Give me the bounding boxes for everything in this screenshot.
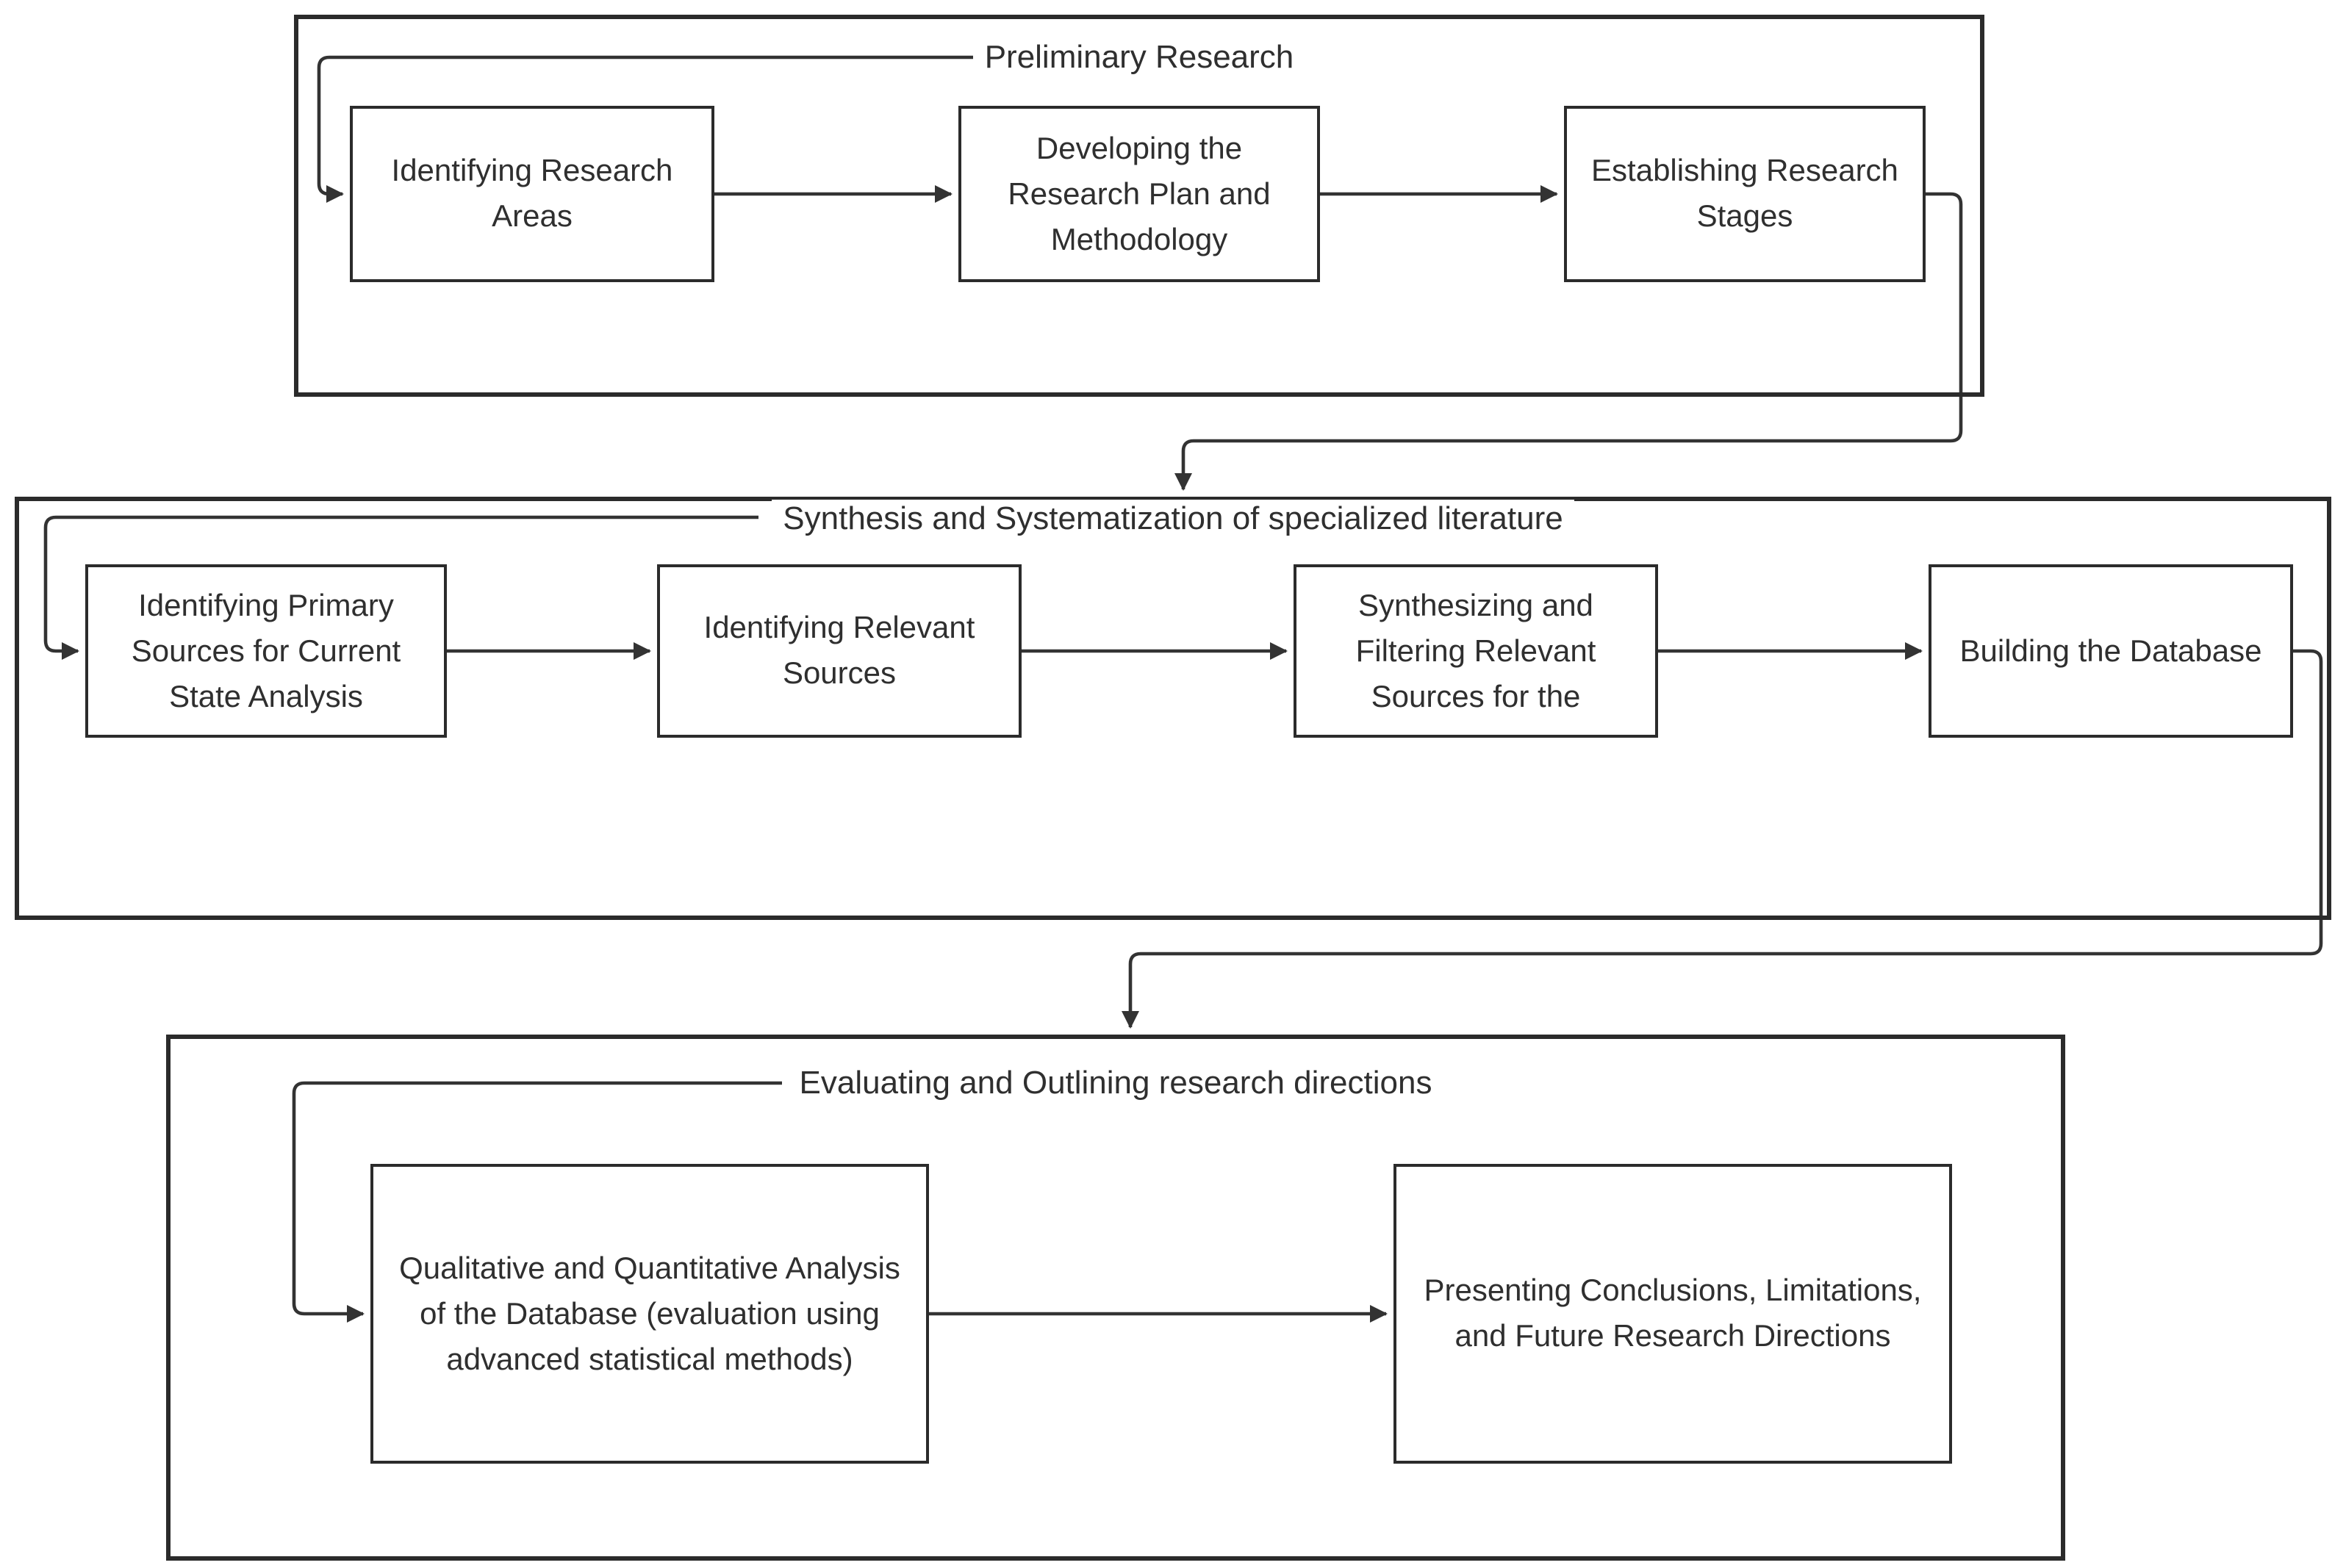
node-label: Establishing Research Stages <box>1591 154 1898 234</box>
node-label: Synthesizing and Filtering Relevant Sources for the <box>1355 589 1596 713</box>
group-title-synthesis-systematization: Synthesis and Systematization of specialized literature <box>15 500 2331 538</box>
group-title-evaluating-outlining: Evaluating and Outlining research directions <box>166 1064 2065 1102</box>
node-identifying-research-areas <box>350 106 714 282</box>
node-identifying-primary-sources <box>85 564 447 738</box>
node-presenting-conclusions <box>1393 1164 1952 1464</box>
group-title-preliminary-research: Preliminary Research <box>294 38 1984 76</box>
node-developing-research-plan <box>958 106 1320 282</box>
node-label: Building the Database <box>1959 634 2262 668</box>
node-building-the-database <box>1929 564 2293 738</box>
node-label: Identifying Research Areas <box>391 154 673 234</box>
node-label: Identifying Relevant Sources <box>703 611 975 691</box>
node-qualitative-quantitative-analysis <box>370 1164 929 1464</box>
node-label: Presenting Conclusions, Limitations, and Future Research Directions <box>1424 1274 1922 1353</box>
node-establishing-research-stages <box>1564 106 1926 282</box>
node-label: Identifying Primary Sources for Current State Analysis <box>131 589 401 713</box>
node-synthesizing-filtering-sources <box>1294 564 1658 738</box>
node-label: Qualitative and Quantitative Analysis of the Database (evaluation using advanced statistical methods) <box>399 1251 900 1376</box>
node-identifying-relevant-sources <box>657 564 1022 738</box>
node-label: Developing the Research Plan and Methodology <box>1008 132 1271 256</box>
